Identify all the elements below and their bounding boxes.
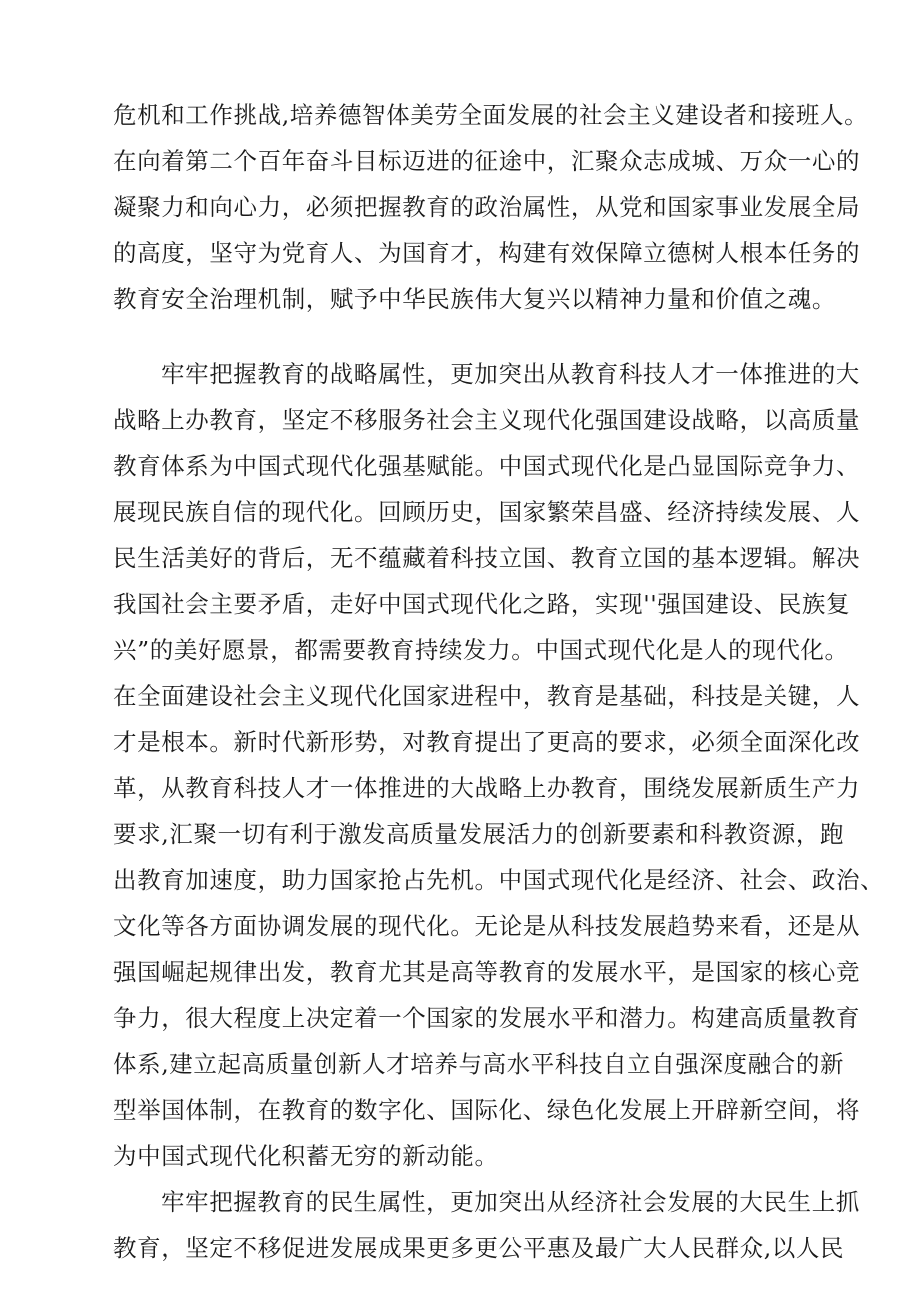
- text-line: 文化等各方面协调发展的现代化。无论是从科技发展趋势来看，还是从: [113, 912, 861, 940]
- text-line: 型举国体制，在教育的数字化、国际化、绿色化发展上开辟新空间，将: [113, 1096, 861, 1124]
- text-line: 兴”的美好愿景，都需要教育持续发力。中国式现代化是人的现代化。: [113, 636, 849, 664]
- text-line: 强国崛起规律出发，教育尤其是高等教育的发展水平，是国家的核心竞: [113, 958, 861, 986]
- text-line: 争力，很大程度上决定着一个国家的发展水平和潜力。构建高质量教育: [113, 1004, 861, 1032]
- paragraph-first-line: 牢牢把握教育的民生属性，更加突出从经济社会发展的大民生上抓: [161, 1188, 860, 1216]
- text-line: 的高度，坚守为党育人、为国育才，构建有效保障立德树人根本任务的: [113, 239, 861, 267]
- text-line: 出教育加速度，助力国家抢占先机。中国式现代化是经济、社会、政治、: [113, 866, 885, 894]
- text-line: 民生活美好的背后，无不蕴藏着科技立国、教育立国的基本逻辑。解决: [113, 544, 861, 572]
- text-line: 革，从教育科技人才一体推进的大战略上办教育，围绕发展新质生产力: [113, 774, 861, 802]
- text-line: 在全面建设社会主义现代化国家进程中，教育是基础，科技是关键，人: [113, 682, 861, 710]
- text-line: 要求,汇聚一切有利于激发高质量发展活力的创新要素和科教资源，跑: [113, 820, 845, 848]
- text-line: 教育体系为中国式现代化强基赋能。中国式现代化是凸显国际竞争力、: [113, 452, 861, 480]
- text-line: 危机和工作挑战,培养德智体美劳全面发展的社会主义建设者和接班人。: [113, 101, 869, 129]
- text-line: 我国社会主要矛盾，走好中国式现代化之路，实现''强国建设、民族复: [113, 590, 851, 618]
- paragraph-first-line: 牢牢把握教育的战略属性，更加突出从教育科技人才一体推进的大: [161, 360, 860, 388]
- text-line: 在向着第二个百年奋斗目标迈进的征途中，汇聚众志成城、万众一心的: [113, 147, 861, 175]
- text-line: 才是根本。新时代新形势，对教育提出了更高的要求，必须全面深化改: [113, 728, 861, 756]
- text-line: 战略上办教育，坚定不移服务社会主义现代化强国建设战略，以高质量: [113, 406, 861, 434]
- text-line: 展现民族自信的现代化。回顾历史，国家繁荣昌盛、经济持续发展、人: [113, 498, 861, 526]
- text-line: 体系,建立起高质量创新人才培养与高水平科技自立自强深度融合的新: [113, 1050, 845, 1078]
- text-line: 教育，坚定不移促进发展成果更多更公平惠及最广大人民群众,以人民: [113, 1234, 845, 1262]
- text-line: 为中国式现代化积蓄无穷的新动能。: [113, 1142, 499, 1170]
- text-line: 教育安全治理机制，赋予中华民族伟大复兴以精神力量和价值之魂。: [113, 285, 836, 313]
- text-line: 凝聚力和向心力，必须把握教育的政治属性，从党和国家事业发展全局: [113, 193, 861, 221]
